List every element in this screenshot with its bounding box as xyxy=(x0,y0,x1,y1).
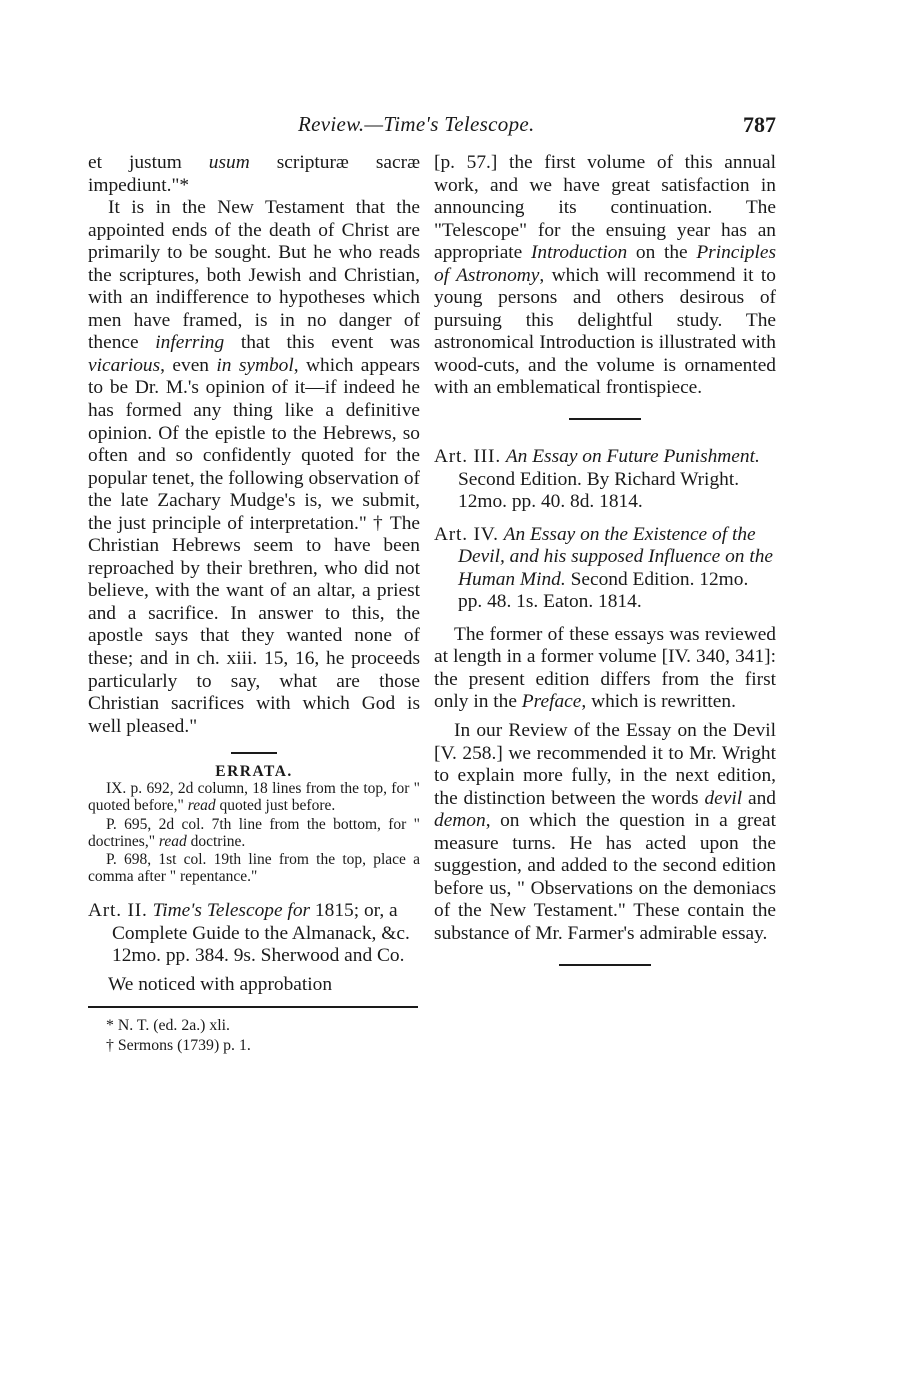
paragraph-devil-review xyxy=(434,720,776,945)
section-divider xyxy=(231,752,277,754)
errata-title: ERRATA. xyxy=(215,763,293,781)
text-run: et justum xyxy=(88,152,209,173)
running-title: Review.—Time's Telescope. xyxy=(298,112,535,136)
left-column xyxy=(88,152,420,1056)
text-run: , which appears to be Dr. M.'s opinion of it—if indeed he has formed any thing like a definitive opinion. Of the epistle to the Hebrews, so often and so confidently quoted for the popular tenet, the following observation of the late Zachary Mudge's is, we submit, the just principle of interpretation." † The Christian Hebrews seem to have been reproached by their brethren, who did not believe, with the want of an altar, a priest and a sacrifice. In answer to this, the apostle says that they wanted none of these; and in ch. xiii. 15, 16, he proceeds particularly to say, what are those Christian sacrifices with which God is well pleased." xyxy=(88,354,420,737)
text-run: , which will recommend it to young persons and others desirous of pursuing this delightful study. The astronomical Introduction is illustrated with wood-cuts, and the volume is ornamented with an emblematical frontispiece. xyxy=(434,264,776,399)
text-run: , even xyxy=(160,354,217,376)
italic-run: Preface xyxy=(521,691,582,713)
paragraph-continuation xyxy=(88,152,420,197)
text-run: It is in the New Testament that the appointed ends of the death of Christ are primarily to be sought. But he who reads the scriptures, both Jewish and Christian, with an indifference to hypotheses which men have framed, is in no danger of thence xyxy=(88,197,420,354)
text-run: , on which the question in a great measure turns. He has acted upon the suggestion, and added to the second edition before us, " Observations on the demoniacs of the New Testament." These contain the substance of Mr. Farmer's admirable essay. xyxy=(434,810,776,944)
text-run: In our Review of the Essay on the Devil [V. 258.] we recommended it to Mr. Wright to explain more fully, in the next edition, the distinction between the words xyxy=(434,720,776,809)
text-run: that this event was xyxy=(224,332,420,354)
italic-run: in symbol xyxy=(216,354,294,376)
footnote-divider xyxy=(88,1006,418,1008)
errata-item xyxy=(88,817,420,851)
italic-run: devil xyxy=(704,787,743,809)
italic-run: inferring xyxy=(155,332,225,354)
right-column xyxy=(434,152,776,966)
italic-run: read xyxy=(187,797,216,815)
text-run: , which is rewritten. xyxy=(581,691,736,713)
page-number: 787 xyxy=(743,112,776,137)
article-title: Time's Telescope for xyxy=(152,900,311,921)
article-details: Second Edition. 12mo. pp. 48. 1s. Eaton. 1814. xyxy=(458,568,749,613)
text-run: quoted just before. xyxy=(215,797,336,815)
italic-run: vicarious xyxy=(88,354,161,376)
article-heading-4 xyxy=(434,524,776,614)
article-details: Second Edition. By Richard Wright. 12mo. pp. 40. 8d. 1814. xyxy=(458,468,740,513)
text-run: P. 695, 2d col. 7th line from the bottom, for " doctrines," xyxy=(88,815,420,850)
article-title: An Essay on the Existence of the Devil, and his supposed Influence on the Human Mind. xyxy=(458,523,774,590)
article-label: Art. IV. xyxy=(434,523,499,545)
article-details: 1815; or, a Complete Guide to the Almanack, &c. 12mo. pp. 384. 9s. Sherwood and Co. xyxy=(112,900,410,967)
running-header xyxy=(90,112,780,146)
text-run: IX. p. 692, 2d column, 18 lines from the top, for " quoted before," xyxy=(88,780,420,815)
section-divider xyxy=(569,418,641,420)
article-title: An Essay on Future Punishment. xyxy=(505,446,760,468)
italic-run: Principles of Astronomy xyxy=(434,242,777,286)
footnote: † Sermons (1739) p. 1. xyxy=(106,1037,251,1055)
errata-item: P. 698, 1st col. 19th line from the top, place a comma after " repentance." xyxy=(88,851,420,886)
text-run: doctrine. xyxy=(186,832,246,850)
paragraph-new-testament xyxy=(88,197,420,738)
article-heading-2 xyxy=(88,900,420,968)
end-divider xyxy=(559,964,651,966)
article-label: Art. II. xyxy=(88,900,148,921)
paragraph-former-essays xyxy=(434,624,776,714)
footnote: * N. T. (ed. 2a.) xli. xyxy=(106,1017,231,1035)
italic-run: usum xyxy=(208,152,250,173)
paragraph-noticed: We noticed with approbation xyxy=(108,973,333,995)
article-heading-3 xyxy=(434,446,776,514)
italic-run: read xyxy=(158,832,187,850)
article-label: Art. III. xyxy=(434,446,501,468)
text-run: on the xyxy=(627,242,697,264)
errata-item xyxy=(88,781,420,815)
text-run: The former of these essays was reviewed at length in a former volume [IV. 340, 341]: the present edition differs from the first only in the xyxy=(434,623,776,713)
paragraph-telescope xyxy=(434,152,776,400)
text-run: [p. 57.] the first volume of this annual work, and we have great satisfaction in announcing its continuation. The "Telescope" for the ensuing year has an appropriate xyxy=(434,152,776,264)
italic-run: Introduction xyxy=(530,242,628,264)
italic-run: demon xyxy=(434,810,486,832)
text-run: scripturæ sacræ impediunt."* xyxy=(88,152,421,196)
text-run: and xyxy=(742,787,776,809)
